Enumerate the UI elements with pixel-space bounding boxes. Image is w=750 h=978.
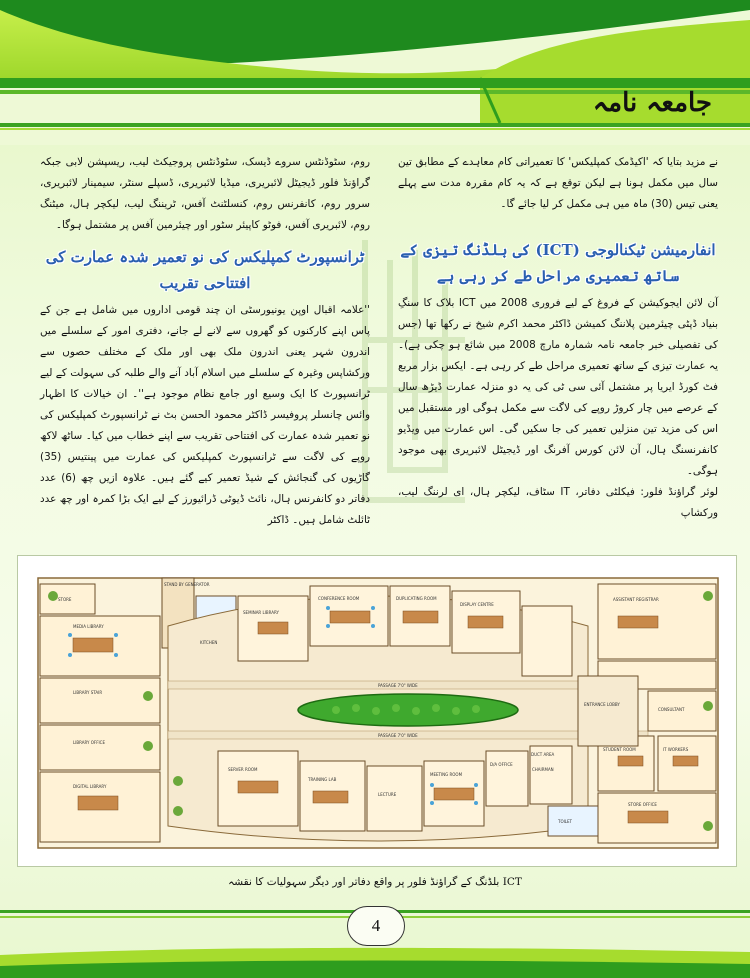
right-body-paragraph-2: لوئر گراؤنڈ فلور: فیکلٹی دفاتر، IT سٹاف، لیکچر ہال، ای لرننگ لیب، ورکشاپ (398, 486, 718, 519)
room-label-stand-by-generator: STAND BY GENERATOR (164, 582, 210, 587)
room-label-passage-bottom: PASSAGE 7'0" WIDE (378, 733, 418, 738)
room-label-dsa-office: D/A OFFICE (490, 762, 513, 767)
floor-plan (17, 555, 737, 867)
right-body-paragraph: آن لائن ایجوکیشن کے فروغ کے لیے فروری 2008 میں ICT بلاک کا سنگِ بنیاد ڈپٹی چیئرمین پلاننگ کمیشن ڈاکٹر محمد اکرم شیخ نے رکھا تھا (جس کی تفصیلی خبر جامعہ نامہ شمارہ مارچ 2008 میں شائع ہو چکی ہے)۔ یہ عمارت تیزی کے ساتھ تعمیری مراحل طے کر رہی ہے۔ ایکس بزار مربع فٹ کورڈ ایریا پر مشتمل آئی سی ٹی کی یہ دو منزلہ عمارت ڈیڑھ سال کے عرصے میں چار کروڑ روپے کی لاگت سے مکمل ہوگی اور مستقبل میں اس کی مزید تین منزلیں تعمیر کی جا سکیں گی۔ اس عمارت میں ویڈیو کانفرنسنگ ہال، آن لائن کورس آفرنگ اور ڈیجیٹل لائبریری بھی موجود ہوگی۔ (398, 297, 719, 477)
page-number: 4 (371, 916, 381, 935)
room-label-media-library: MEDIA LIBRARY (73, 624, 104, 629)
ict-building-heading: انفارمیشن ٹیکنالوجی (ICT) کی بلڈنگ تیزی کے ساتھ تعمیری مراحل طے کر رہی ہے (400, 241, 716, 285)
room-label-it-workers: IT WORKERS (663, 747, 689, 752)
right-column (398, 152, 718, 524)
room-label-digital-library: DIGITAL LIBRARY (73, 784, 107, 789)
room-label-kitchen: KITCHEN (200, 640, 218, 645)
room-label-seminar-library: SEMINAR LIBRARY (243, 610, 279, 615)
header-banner (0, 0, 750, 145)
room-label-display-centre: DISPLAY CENTRE (460, 602, 494, 607)
floor-plan-drawing (18, 556, 736, 866)
magazine-title: جامعہ نامہ (592, 88, 712, 118)
room-label-server-room: SERVER ROOM (228, 767, 258, 772)
left-intro-paragraph: روم، سٹوڈنٹس سروے ڈیسک، سٹوڈنٹس پروجیکٹ لیب، ریسپشن لابی جبکہ گراؤنڈ فلور ڈیجیٹل لائبریری، میڈیا لائبریری، ڈسپلے سنٹر، سیمینار لائبریری، سرور روم، کانفرنس روم، کنسلٹنٹ آفس، ٹریننگ لیب، لیکچر ہال، میٹنگ روم، لائبریری آفس، فوٹو کاپیئر سٹور اور چیئرمین آفس پر مشتمل ہوگا۔ (40, 156, 370, 231)
room-label-training-lab: TRAINING LAB (308, 777, 337, 782)
room-label-store: STORE (58, 597, 72, 602)
left-column (40, 152, 370, 531)
room-label-duplicating-room: DUPLICATING ROOM (396, 596, 437, 601)
room-label-entrance-lobby: ENTRANCE LOBBY (584, 702, 620, 707)
room-label-duct-area: DUCT AREA (531, 752, 555, 757)
right-intro-paragraph: نے مزید بتایا کہ 'اکیڈمک کمپلیکس' کا تعمیراتی کام معاہدے کے مطابق تین سال میں مکمل ہونا ہے لیکن توقع ہے کہ یہ کام مقررہ مدت سے پہلے یعنی تیس (30) ماہ میں ہی مکمل کر لیا جائے گا۔ (398, 156, 718, 210)
page-number-badge (347, 906, 405, 946)
room-label-meeting-room: MEETING ROOM (430, 772, 463, 777)
room-label-passage-top: PASSAGE 7'0" WIDE (378, 683, 418, 688)
room-label-consultant: CONSULTANT (658, 707, 685, 712)
room-label-toilet: TOILET (558, 819, 572, 824)
room-label-chairman: CHAIRMAN (532, 767, 554, 772)
floor-plan-caption: ICT بلڈنگ کے گراؤنڈ فلور پر واقع دفاتر اور دیگر سہولیات کا نقشہ (228, 876, 522, 888)
room-label-library-office: LIBRARY OFFICE (73, 740, 105, 745)
room-label-student-room: STUDENT ROOM (603, 747, 636, 752)
room-label-store-office: STORE OFFICE (628, 802, 657, 807)
room-label-conference-room: CONFERENCE ROOM (318, 596, 360, 601)
room-label-lecture: LECTURE (378, 792, 397, 797)
room-label-library-stairs: LIBRARY STAIR (73, 690, 103, 695)
left-body-paragraph: ''علامہ اقبال اوپن یونیورسٹی ان چند قومی اداروں میں شامل ہے جن کے پاس اپنے کارکنوں کو گھروں سے لانے لے جانے، دفتری امور کے سلسلے میں اندرون شہر یعنی اندرون ملک بھی اور ملک کے مختلف حصوں سے ورکشاپس وغیرہ کے سلسلے میں اسلام آباد آنے والے طلبہ کی سہولت کے لیے ٹرانسپورٹ کا ایک وسیع اور جامع نظام موجود ہے''۔ ان خیالات کا اظہار وائس چانسلر پروفیسر ڈاکٹر محمود الحسن بٹ نے ٹرانسپورٹ کمپلیکس کی نو تعمیر شدہ عمارت کی افتتاحی تقریب سے اپنے خطاب میں کیا۔ ساٹھ لاکھ روپے کی لاگت سے ٹرانسپورٹ کمپلیکس کی عمارت میں پینتیس (35) گاڑیوں کی گنجائش کے شیڈ تعمیر کیے گئے ہیں۔ علاوہ ازیں چھ (6) عدد دفاتر دو کانفرنس ہال، نائٹ ڈیوٹی ڈرائیورز کے لیے ایک بڑا کمرہ اور چھ عدد ٹائلٹ شامل ہیں۔ ڈاکٹر (40, 304, 370, 526)
room-label-assistant-registrar: ASSISTANT REGISTRAR (613, 597, 659, 602)
transport-complex-heading: ٹرانسپورٹ کمپلیکس کی نو تعمیر شدہ عمارت کی افتتاحی تقریب (45, 248, 365, 292)
